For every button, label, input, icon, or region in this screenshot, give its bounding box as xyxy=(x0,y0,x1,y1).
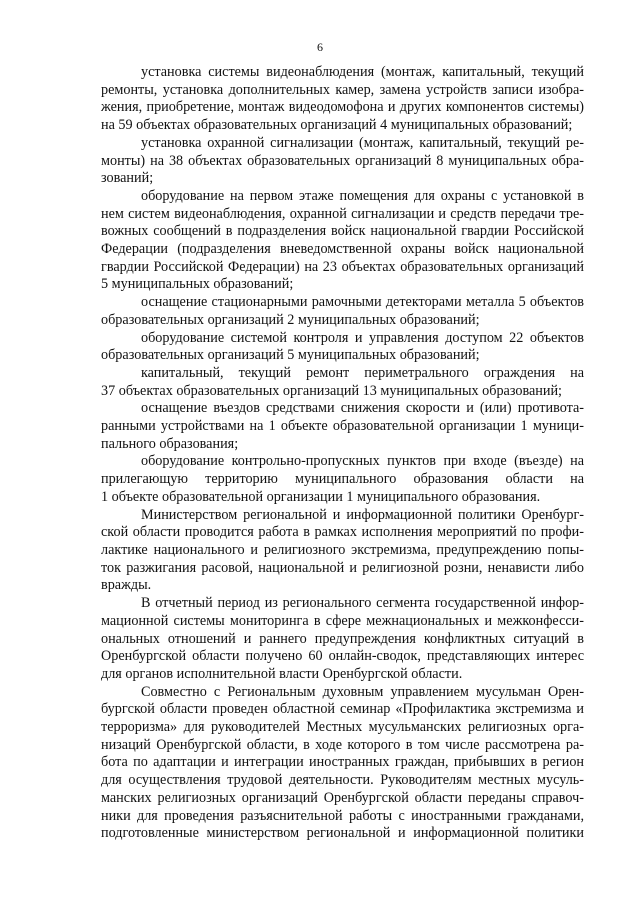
text-line: низаций Оренбургской области, в ходе которого в том числе рассмотрена ра- xyxy=(101,736,584,753)
text-line: зований; xyxy=(101,170,154,187)
text-line: для осуществления трудовой деятельности. Руководителям местных мусуль- xyxy=(101,772,584,789)
text-line: вражды. xyxy=(101,577,152,594)
text-line: установка системы видеонаблюдения (монтаж, капитальный, текущий xyxy=(141,64,584,80)
text-line: для органов исполнительной власти Оренбургской области. xyxy=(101,665,463,682)
text-line: бота по адаптации и интеграции иностранных граждан, прибывших в регион xyxy=(101,754,584,771)
text-line: ранными устройствами на 1 объекте образовательной организации 1 муници- xyxy=(101,418,584,435)
text-line: оборудование на первом этаже помещения для охраны с установкой в xyxy=(141,187,584,204)
paragraph xyxy=(101,135,584,188)
text-line: оборудование системой контроля и управления доступом 22 объектов xyxy=(141,329,584,346)
paragraph xyxy=(101,400,584,453)
text-line: ремонты, установка дополнительных камер, замена устройств записи изобра- xyxy=(101,81,584,98)
text-line: жения, приобретение, монтаж видеодомофона и других компонентов системы) xyxy=(101,99,584,116)
text-line: образовательных организаций 2 муниципальных образований; xyxy=(101,311,480,328)
text-line: подготовленные министерством региональной и информационной политики xyxy=(101,825,584,842)
text-line: мационной системы мониторинга в сфере межнациональных и межконфесси- xyxy=(101,612,584,629)
paragraph xyxy=(101,64,584,135)
page-number: 6 xyxy=(317,40,323,54)
text-line: установка охранной сигнализации (монтаж, капитальный, текущий ре- xyxy=(141,134,584,151)
text-line: прилегающую территорию муниципального образования области на xyxy=(101,471,584,488)
text-line: Министерством региональной и информационной политики Оренбург- xyxy=(141,506,584,523)
text-line: ональных отношений и раннего предупреждения конфликтных ситуаций в xyxy=(101,630,584,647)
text-line: монты) на 38 объектах образовательных организаций 8 муниципальных обра- xyxy=(101,152,584,169)
text-line: манских религиозных организаций Оренбургской области переданы справоч- xyxy=(101,789,584,806)
paragraph xyxy=(101,188,584,294)
text-line: образовательных организаций 5 муниципальных образований; xyxy=(101,347,480,364)
text-line: ток разжигания расовой, национальной и религиозной розни, ненависти либо xyxy=(101,559,584,576)
document-body xyxy=(101,64,584,843)
paragraph xyxy=(101,453,584,506)
text-line: пального образования; xyxy=(101,435,239,452)
text-line: лактике национального и религиозного экстремизма, предупреждению попы- xyxy=(101,541,584,558)
text-line: на 59 объектах образовательных организаций 4 муниципальных образований; xyxy=(101,117,573,134)
paragraph xyxy=(101,330,584,365)
text-line: нем систем видеонаблюдения, охранной сигнализации и средств передачи тре- xyxy=(101,205,584,222)
text-line: оборудование контрольно-пропускных пунктов при входе (въезде) на xyxy=(141,453,584,470)
text-line: оснащение стационарными рамочными детекторами металла 5 объектов xyxy=(141,294,584,311)
text-line: Совместно с Региональным духовным управлением мусульман Орен- xyxy=(141,683,584,700)
text-line: ской области проводится работа в рамках исполнения мероприятий по профи- xyxy=(101,524,584,541)
text-line: Федерации (подразделения вневедомственной охраны войск национальной xyxy=(101,241,584,258)
text-line: вожных сообщений в подразделения войск национальной гвардии Российской xyxy=(101,223,584,240)
text-line: бургской области проведен областной семинар «Профилактика экстремизма и xyxy=(101,701,584,718)
text-line: оснащение въездов средствами снижения скорости и (или) противота- xyxy=(141,400,584,417)
text-line: терроризма» для руководителей Местных мусульманских религиозных орга- xyxy=(101,719,584,736)
text-line: капитальный, текущий ремонт периметрального ограждения на xyxy=(141,364,584,381)
text-line: 5 муниципальных образований; xyxy=(101,276,294,293)
paragraph xyxy=(101,294,584,329)
text-line: В отчетный период из регионального сегмента государственной инфор- xyxy=(141,595,584,612)
text-line: Оренбургской области получено 60 онлайн-сводок, представляющих интерес xyxy=(101,648,584,665)
paragraph xyxy=(101,684,584,843)
text-line: гвардии Российской Федерации) на 23 объектах образовательных организаций xyxy=(101,258,584,275)
text-line: 37 объектах образовательных организаций 13 муниципальных образований; xyxy=(101,382,562,399)
text-line: 1 объекте образовательной организации 1 муниципального образования. xyxy=(101,488,541,505)
text-line: ники для проведения разъяснительной работы с иностранными гражданами, xyxy=(101,807,584,824)
paragraph xyxy=(101,595,584,684)
paragraph xyxy=(101,365,584,400)
paragraph xyxy=(101,507,584,596)
